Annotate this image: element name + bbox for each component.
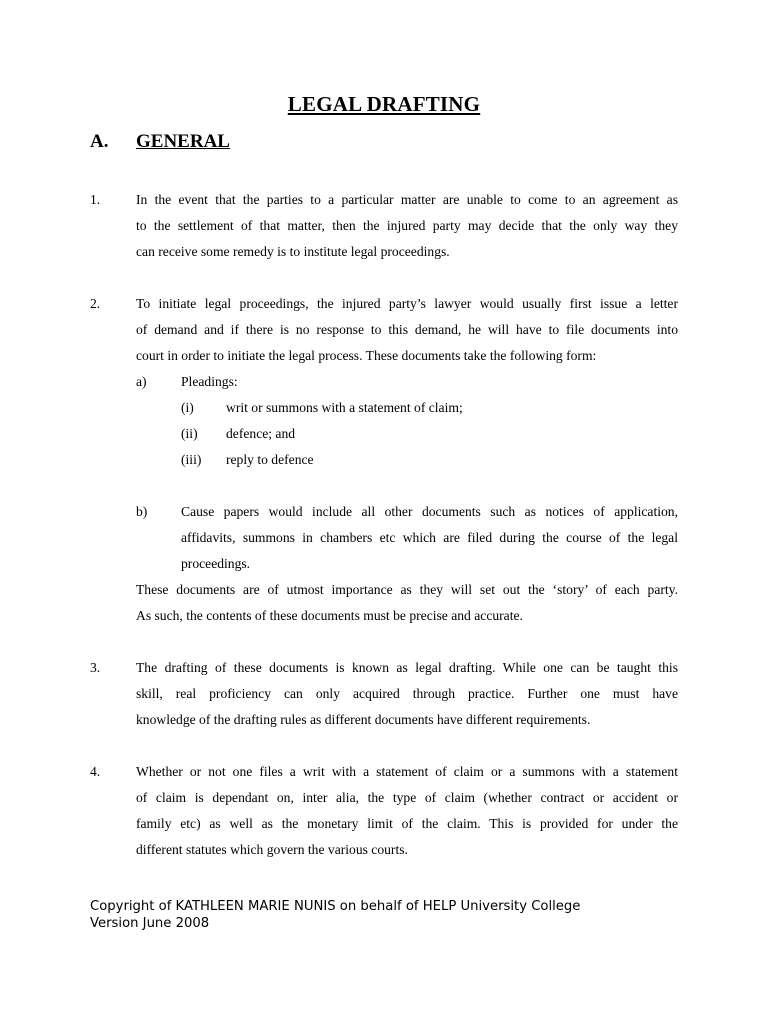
- paragraph-line: To initiate legal proceedings, the injured party’s lawyer would usually first issue a letter: [136, 296, 678, 311]
- paragraph-1: [90, 187, 678, 265]
- subsubitem-iii: [181, 447, 678, 473]
- subsubitem-i: [181, 395, 678, 421]
- paragraph-line: knowledge of the drafting rules as different documents have different requirements.: [136, 712, 591, 727]
- paragraph-number: 3.: [90, 660, 101, 675]
- subitem-b: [136, 499, 678, 577]
- subsubitem-text: writ or summons with a statement of claim;: [226, 400, 463, 415]
- subitem-line: affidavits, summons in chambers etc which are filed during the course of the legal: [181, 530, 678, 545]
- subsubitem-text: reply to defence: [226, 452, 314, 467]
- paragraph-number: 2.: [90, 296, 101, 311]
- paragraph-body: [136, 655, 678, 733]
- paragraph-body: [136, 291, 678, 629]
- paragraph-line: of demand and if there is no response to this demand, he will have to file documents into: [136, 322, 678, 337]
- closing-line: These documents are of utmost importance as they will set out the ‘story’ of each party.: [136, 582, 678, 597]
- paragraph-line: skill, real proficiency can only acquired through practice. Further one must have: [136, 686, 678, 701]
- paragraph-line: The drafting of these documents is known as legal drafting. While one can be taught this: [136, 660, 678, 675]
- paragraph-body: [136, 759, 678, 863]
- paragraph-number: 4.: [90, 764, 101, 779]
- paragraph-number: 1.: [90, 192, 101, 207]
- paragraph-3: [90, 655, 678, 733]
- footer-copyright: Copyright of KATHLEEN MARIE NUNIS on behalf of HELP University College: [90, 899, 581, 914]
- subsubitem-label: (ii): [181, 426, 198, 441]
- subitem-line: proceedings.: [181, 556, 251, 571]
- paragraph-line: can receive some remedy is to institute legal proceedings.: [136, 244, 450, 259]
- paragraph-4: [90, 759, 678, 863]
- subsubitem-ii: [181, 421, 678, 447]
- paragraph-line: of claim is dependant on, inter alia, the type of claim (whether contract or accident or: [136, 790, 678, 805]
- paragraph-line: court in order to initiate the legal process. These documents take the following form:: [136, 348, 597, 363]
- paragraph-line: different statutes which govern the various courts.: [136, 842, 408, 857]
- paragraph-line: In the event that the parties to a particular matter are unable to come to an agreement as: [136, 192, 678, 207]
- paragraph-2: [90, 291, 678, 629]
- footer-version: Version June 2008: [90, 916, 210, 931]
- paragraph-line: family etc) as well as the monetary limit of the claim. This is provided for under the: [136, 816, 678, 831]
- paragraph-body: [136, 187, 678, 265]
- subitem-line: Cause papers would include all other documents such as notices of application,: [181, 504, 678, 519]
- page-footer: [90, 898, 580, 932]
- subitem-label: a): [136, 374, 147, 389]
- section-title: GENERAL: [136, 131, 230, 152]
- subitem-text: Pleadings:: [181, 374, 238, 389]
- subitem-label: b): [136, 504, 148, 519]
- paragraph-line: to the settlement of that matter, then the injured party may decide that the only way they: [136, 218, 678, 233]
- section-heading: [90, 131, 230, 153]
- document-title: LEGAL DRAFTING: [287, 92, 481, 116]
- section-number: A.: [90, 131, 109, 152]
- subsubitem-text: defence; and: [226, 426, 296, 441]
- paragraph-line: Whether or not one files a writ with a statement of claim or a summons with a statement: [136, 764, 678, 779]
- closing-line: As such, the contents of these documents must be precise and accurate.: [136, 608, 523, 623]
- subsubitem-label: (i): [181, 400, 194, 415]
- subsubitem-label: (iii): [181, 452, 202, 467]
- subitem-a: [136, 369, 678, 395]
